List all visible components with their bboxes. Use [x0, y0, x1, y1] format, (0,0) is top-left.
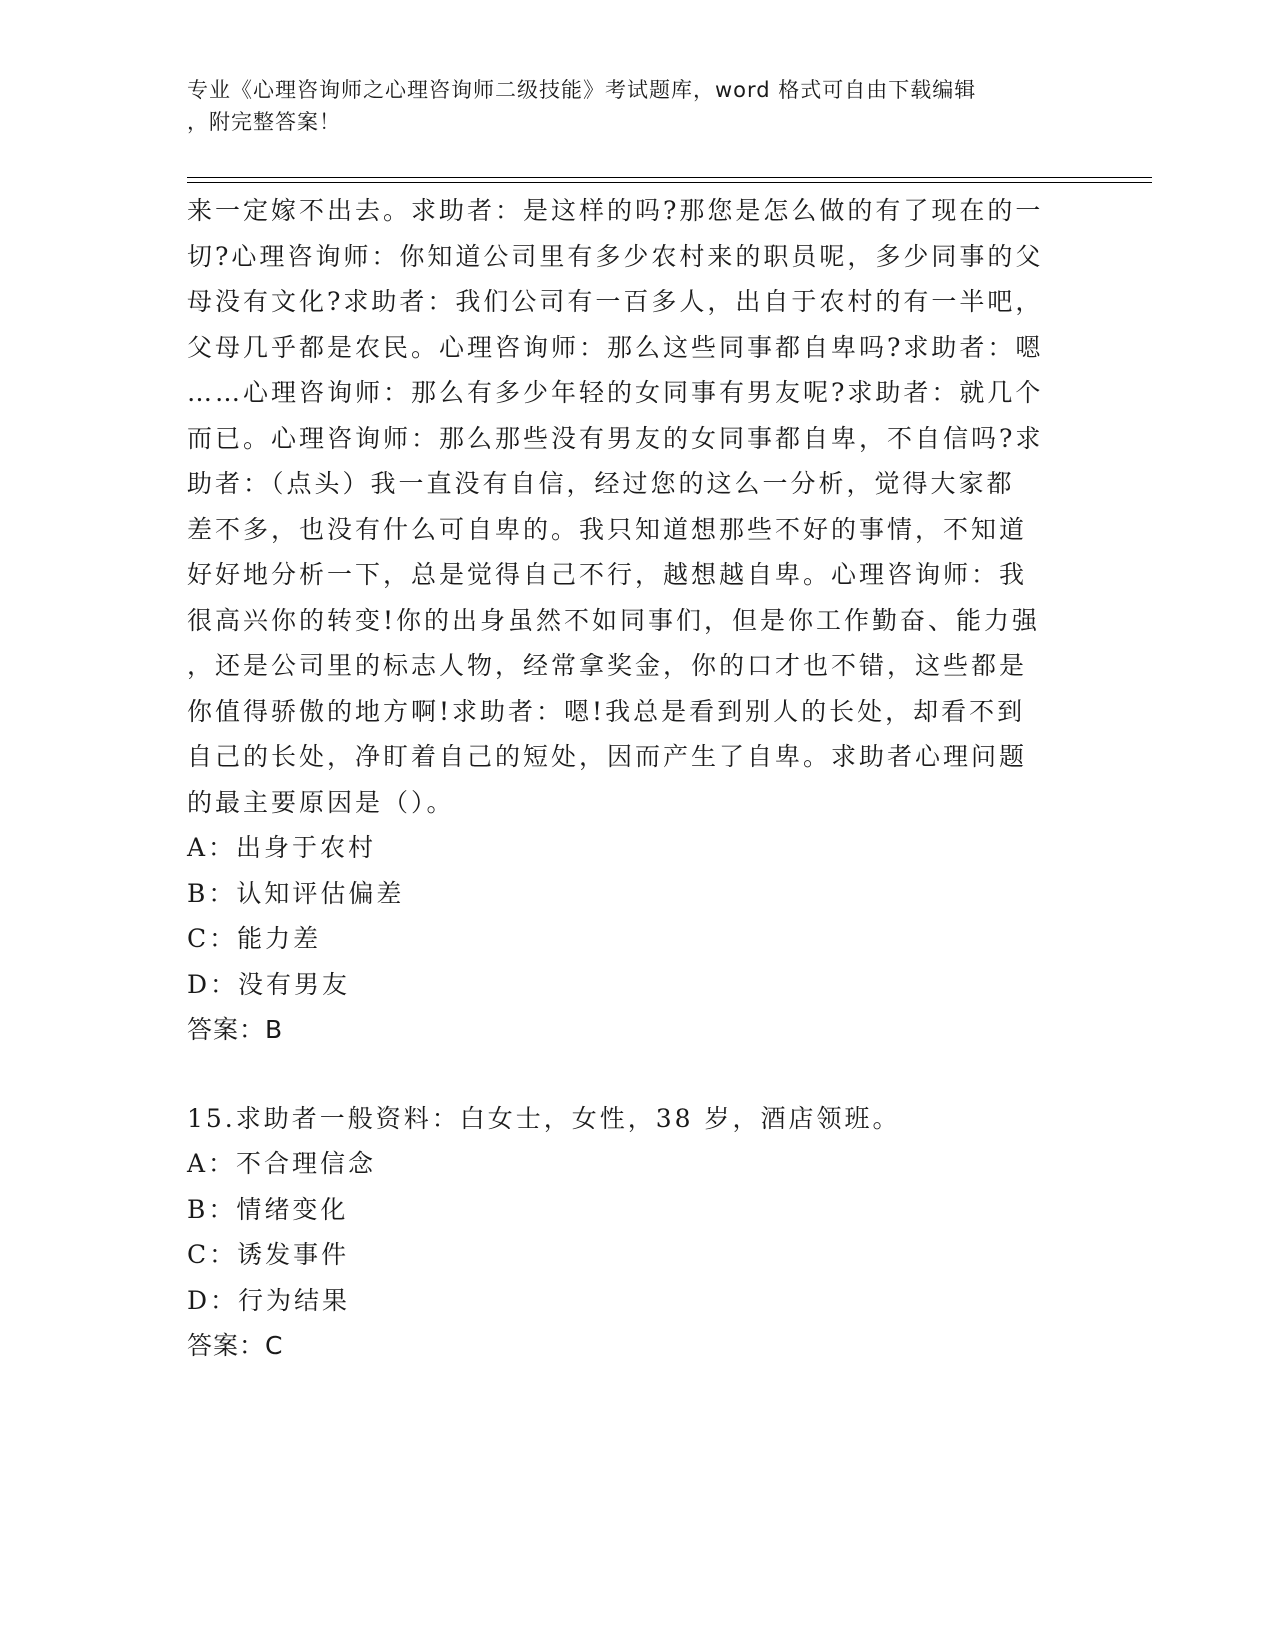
header-title-line-2: ，附完整答案！	[187, 110, 341, 134]
question-15-option-c: C：诱发事件	[187, 1240, 350, 1269]
question-14-option-d: D：没有男友	[187, 969, 351, 999]
question-15-option-a: A：不合理信念	[187, 1149, 377, 1178]
header-rule-bottom	[187, 182, 1152, 183]
question-14-option-a: A：出身于农村	[187, 833, 377, 862]
question-14-text-line: 的最主要原因是（）。	[187, 787, 455, 817]
question-14-block	[187, 188, 1087, 1053]
question-14-text-line: 你值得骄傲的地方啊!求助者：嗯!我总是看到别人的长处，却看不到	[187, 696, 1026, 726]
question-15-option-d: D：行为结果	[187, 1285, 351, 1315]
question-14-text-line: ，还是公司里的标志人物，经常拿奖金，你的口才也不错，这些都是	[187, 651, 1028, 680]
question-14-text-line: 来一定嫁不出去。求助者：是这样的吗?那您是怎么做的有了现在的一	[187, 196, 1044, 225]
question-14-text-line: 母没有文化?求助者：我们公司有一百多人，出自于农村的有一半吧，	[187, 287, 1044, 316]
question-spacer	[187, 1053, 1087, 1096]
header-rule-top	[187, 177, 1152, 178]
question-15-block	[187, 1096, 1087, 1369]
question-14-answer: 答案：B	[187, 1015, 284, 1044]
document-body	[187, 188, 1087, 1369]
question-15-option-b: B：情绪变化	[187, 1194, 349, 1224]
question-14-text-line: ……心理咨询师：那么有多少年轻的女同事有男友呢?求助者：就几个	[187, 378, 1044, 407]
header-title-line-1: 专业《心理咨询师之心理咨询师二级技能》考试题库，word 格式可自由下载编辑	[187, 78, 977, 102]
question-14-text-line: 助者：（点头）我一直没有自信，经过您的这么一分析，觉得大家都	[187, 469, 1015, 498]
question-14-text-line: 自己的长处，净盯着自己的短处，因而产生了自卑。求助者心理问题	[187, 742, 1028, 771]
question-14-text-line: 切?心理咨询师：你知道公司里有多少农村来的职员呢，多少同事的父	[187, 241, 1044, 271]
question-14-text-line: 而已。心理咨询师：那么那些没有男友的女同事都自卑，不自信吗?求	[187, 423, 1044, 453]
question-15-answer: 答案：C	[187, 1331, 284, 1360]
page-header	[187, 74, 1067, 138]
question-15-stem: 15.求助者一般资料：白女士，女性，38 岁，酒店领班。	[187, 1103, 901, 1133]
question-14-option-c: C：能力差	[187, 924, 322, 953]
question-14-text-line: 好好地分析一下，总是觉得自己不行，越想越自卑。心理咨询师：我	[187, 560, 1028, 589]
question-14-option-b: B：认知评估偏差	[187, 878, 405, 908]
question-14-text-line: 很高兴你的转变!你的出身虽然不如同事们，但是你工作勤奋、能力强	[187, 605, 1041, 635]
question-14-text-line: 父母几乎都是农民。心理咨询师：那么这些同事都自卑吗?求助者：嗯	[187, 332, 1044, 362]
question-14-text-line: 差不多，也没有什么可自卑的。我只知道想那些不好的事情，不知道	[187, 514, 1028, 544]
